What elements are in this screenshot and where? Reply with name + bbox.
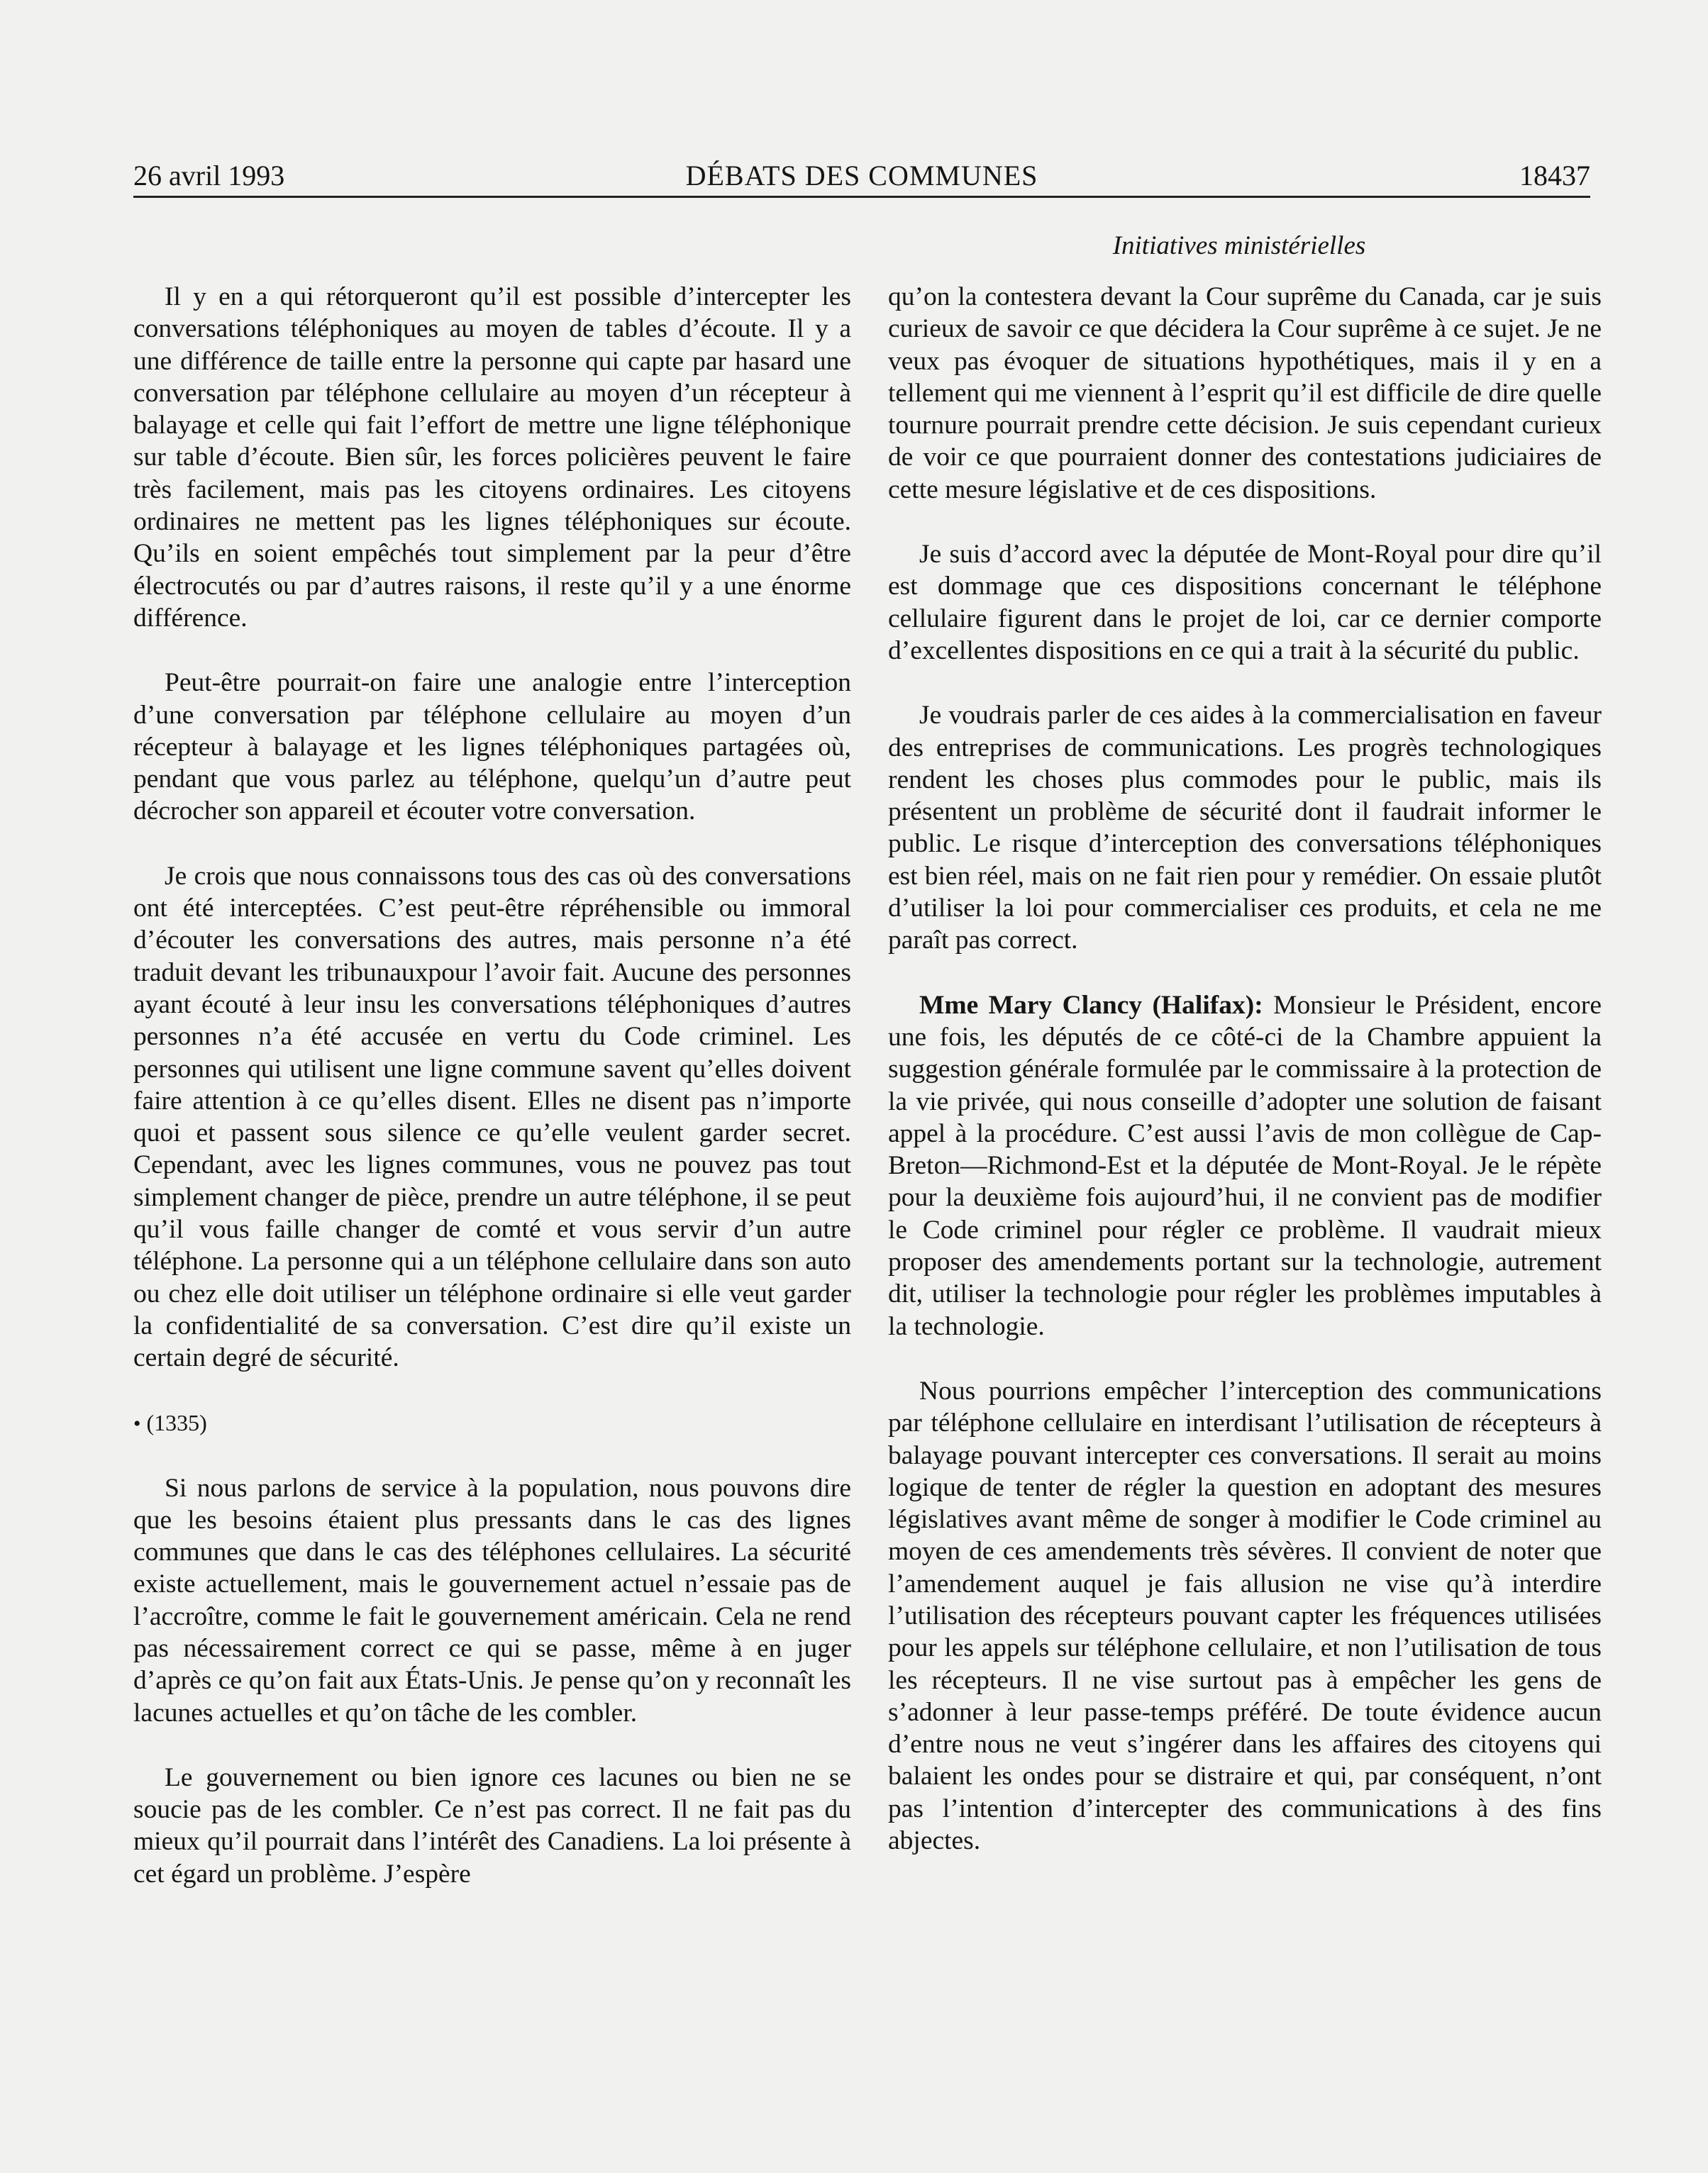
speaker-name: Mme Mary Clancy (Halifax): (919, 990, 1263, 1020)
right-paragraph-3: Je voudrais parler de ces aides à la commercialisation en faveur des entreprises de communications. Les progrès technologiques rendent les choses plus commodes pour le public, mais ils présentent un problème de sécurité dont il faudrait informer le public. Le risque d’interception des conversations téléphoniques est bien réel, mais on ne fait rien pour y remédier. On essaie plutôt d’utiliser la loi pour commercialiser ces produits, et cela ne me paraît pas correct. (888, 701, 1602, 955)
right-column (888, 281, 1602, 1889)
left-paragraph-4: Si nous parlons de service à la population, nous pouvons dire que les besoins étaient plus pressants dans le cas des lignes communes que dans le cas des téléphones cellulaires. La sécurité existe actuellement, mais le gouvernement actuel n’essaie pas de l’accroître, comme le fait le gouvernement américain. Cela ne rend pas nécessairement correct ce qui se passe, même à en juger d’après ce qu’on fait aux États-Unis. Je pense qu’on y reconnaît les lacunes actuelles et qu’on tâche de les combler. (133, 1473, 851, 1728)
header-page-number: 18437 (1519, 160, 1590, 191)
time-marker (133, 1407, 851, 1440)
left-paragraph-5: Le gouvernement ou bien ignore ces lacunes ou bien ne se soucie pas de les combler. Ce n’est pas correct. Il ne fait pas du mieux qu’il pourrait dans l’intérêt des Canadiens. La loi présente à cet égard un problème. J’espère (133, 1762, 851, 1889)
left-column (133, 281, 851, 1923)
left-paragraph-3: Je crois que nous connaissons tous des cas où des conversations ont été interceptées. C’est peut-être répréhensible ou immoral d’écouter les conversations des autres, mais personne n’a été traduit devant les tribunauxpour l’avoir fait. Aucune des personnes ayant écouté à leur insu les conversations téléphoniques d’autres personnes n’a été accusée en vertu du Code criminel. Les personnes qui utilisent une ligne commune savent qu’elles doivent faire attention à ce qu’elles disent. Elles ne disent pas n’importe quoi et passent sous silence ce qu’elle veulent garder secret. Cependant, avec les lignes communes, vous ne pouvez pas tout simplement changer de pièce, prendre un autre téléphone, il se peut qu’il vous faille changer de comté et vous servir d’un autre téléphone. La personne qui a un téléphone cellulaire dans son auto ou chez elle doit utiliser un téléphone ordinaire si elle veut garder la confidentialité de sa conversation. C’est dire qu’il existe un certain degré de sécurité. (133, 861, 851, 1373)
right-paragraph-5: Nous pourrions empêcher l’interception des communications par téléphone cellulaire en interdisant l’utilisation de récepteurs à balayage pouvant intercepter ces conversations. Il serait au moins logique de tenter de régler la question en adoptant des mesures législatives avant même de songer à modifier le Code criminel au moyen de ces amendements très sévères. Il convient de noter que l’amendement auquel je fais allusion ne vise qu’à interdire l’utilisation des récepteurs pouvant capter les fréquences utilisées pour les appels sur téléphone cellulaire, et non l’utilisation de tous les récepteurs. Il ne vise surtout pas à empêcher les gens de s’adonner à leur passe-temps préféré. De toute évidence aucun d’entre nous ne veut s’ingérer dans les affaires des citoyens qui balaient les ondes pour se distraire et qui, par conséquent, n’ont pas l’intention d’intercepter des communications à des fins abjectes. (888, 1376, 1602, 1856)
section-label: Initiatives ministérielles (1112, 231, 1366, 260)
left-paragraph-2: Peut-être pourrait-on faire une analogie entre l’interception d’une conversation par téléphone cellulaire au moyen d’un récepteur à balayage et les lignes téléphoniques partagées où, pendant que vous parlez au téléphone, quelqu’un d’autre peut décrocher son appareil et écouter votre conversation. (133, 668, 851, 826)
right-paragraph-4 (888, 989, 1602, 1343)
header-title: DÉBATS DES COMMUNES (685, 160, 1038, 191)
right-paragraph-2: Je suis d’accord avec la députée de Mont-Royal pour dire qu’il est dommage que ces dispositions concernant le téléphone cellulaire figurent dans le projet de loi, car ce dernier comporte d’excellentes dispositions en ce qui a trait à la sécurité du public. (888, 540, 1602, 665)
time-marker-text: (1335) (146, 1409, 207, 1435)
header-date: 26 avril 1993 (133, 160, 285, 191)
bullet-icon: • (133, 1411, 141, 1435)
page-header (133, 155, 1590, 197)
right-paragraph-1: qu’on la contestera devant la Cour suprême du Canada, car je suis curieux de savoir ce que décidera la Cour suprême à ce sujet. Je ne veux pas évoquer de situations hypothétiques, mais il y en a tellement qui me viennent à l’esprit qu’il est difficile de dire quelle tournure pourrait prendre cette décision. Je suis cependant curieux de voir ce que pourraient donner des contestations judiciaires de cette mesure législative et de ces dispositions. (888, 282, 1602, 504)
left-paragraph-1: Il y en a qui rétorqueront qu’il est possible d’intercepter les conversations téléphoniques au moyen de tables d’écoute. Il y a une différence de taille entre la personne qui capte par hasard une conversation par téléphone cellulaire au moyen d’un récepteur à balayage et celle qui fait l’effort de mettre une ligne téléphonique sur table d’écoute. Bien sûr, les forces policières peuvent le faire très facilement, mais pas les citoyens ordinaires. Les citoyens ordinaires ne mettent pas les lignes téléphoniques sur écoute. Qu’ils en soient empêchés tout simplement par la peur d’être électrocutés ou par d’autres raisons, il reste qu’il y a une énorme différence. (133, 282, 851, 633)
header-rule (133, 196, 1590, 198)
speaker-text: Monsieur le Président, encore une fois, les députés de ce côté-ci de la Chambre appuient la suggestion générale formulée par le commissaire à la protection de la vie privée, qui nous conseille d’adopter une solution de faisant appel à la procédure. C’est aussi l’avis de mon collègue de Cap-Breton—Richmond-Est et la députée de Mont-Royal. Je le répète pour la deuxième fois aujourd’hui, il ne convient pas de modifier le Code criminel pour régler ce problème. Il vaudrait mieux proposer des amendements portant sur la technologie, autrement dit, utiliser la technologie pour régler les problèmes imputables à la technologie. (888, 990, 1602, 1341)
